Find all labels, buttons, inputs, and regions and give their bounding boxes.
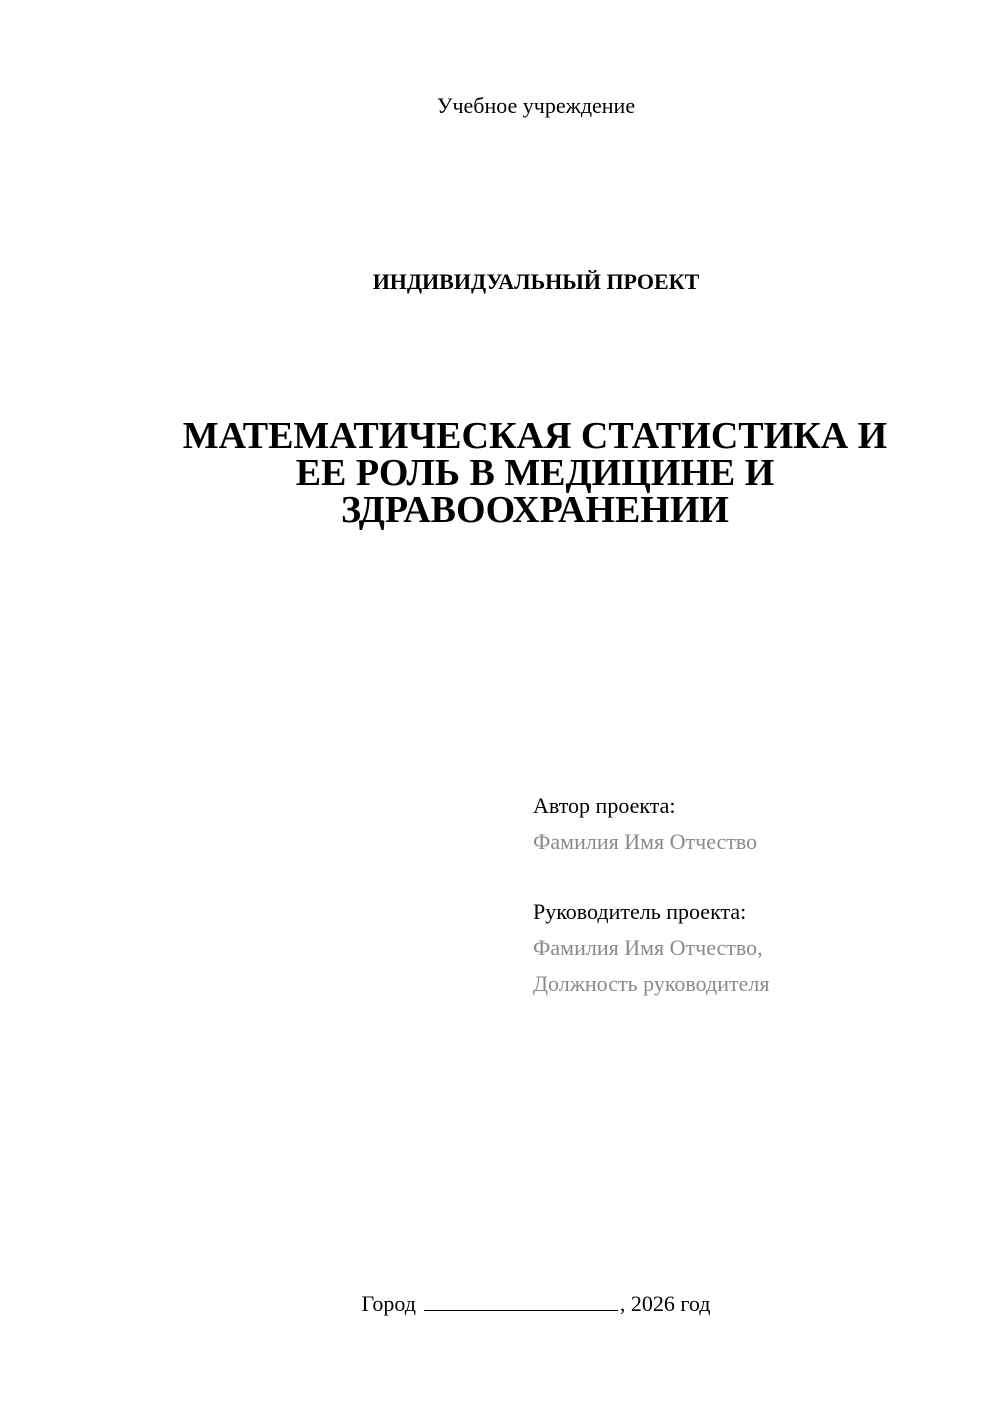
supervisor-name-placeholder: Фамилия Имя Отчество, — [533, 935, 763, 960]
project-type-heading: ИНДИВИДУАЛЬНЫЙ ПРОЕКТ — [372, 269, 700, 294]
project-title-line-2: ЕЕ РОЛЬ В МЕДИЦИНЕ И — [295, 452, 775, 494]
author-label: Автор проекта: — [533, 793, 676, 818]
institution-name: Учебное учреждение — [436, 93, 636, 118]
project-title-line-1: МАТЕМАТИЧЕСКАЯ СТАТИСТИКА И — [182, 415, 888, 457]
city-label: Город — [361, 1291, 416, 1316]
year-text: , 2026 год — [619, 1291, 711, 1316]
supervisor-position-placeholder: Должность руководителя — [533, 971, 770, 996]
project-title — [150, 415, 920, 531]
supervisor-label: Руководитель проекта: — [533, 899, 747, 924]
city-year-line — [0, 1290, 1000, 1318]
author-name-placeholder: Фамилия Имя Отчество — [533, 829, 758, 854]
spacer — [533, 860, 973, 894]
credits-block — [533, 788, 973, 1002]
project-title-line-3: ЗДРАВООХРАНЕНИИ — [341, 489, 729, 531]
city-blank-line — [424, 1292, 618, 1311]
